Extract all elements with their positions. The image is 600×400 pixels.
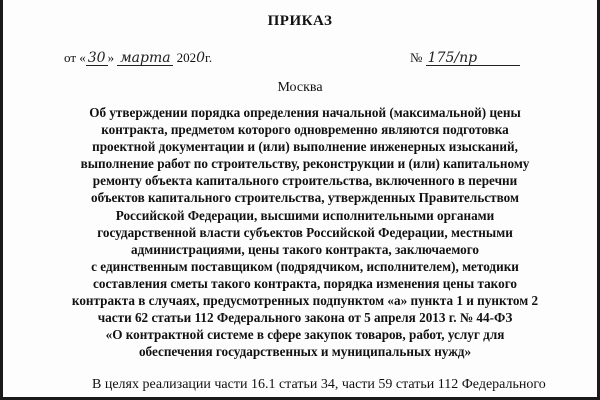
order-heading <box>60 104 550 360</box>
date-prefix: от « <box>64 50 86 65</box>
heading-line: с единственным поставщиком (подрядчиком, исполнителем), методики <box>91 258 519 274</box>
date-mid: » <box>107 50 115 65</box>
city: Москва <box>277 80 323 95</box>
order-number <box>410 50 520 66</box>
date-year: 202 <box>176 50 197 65</box>
heading-line: Об утверждении порядка определения начальной (максимальной) цены <box>89 105 521 120</box>
number-prefix: № <box>410 50 423 65</box>
heading-line: контракта, предметом которого одновременно являются подготовка <box>101 122 509 138</box>
scan-edge-left <box>0 0 3 400</box>
heading-line: проектной документации и (или) выполнение инженерных изысканий, <box>92 139 518 155</box>
document-title: ПРИКАЗ <box>267 13 333 29</box>
heading-line: выполнение работ по строительству, реконструкции и (или) капитальному <box>80 156 530 172</box>
heading-line: обеспечения государственных и муниципальных нужд» <box>138 344 472 360</box>
heading-line: объектов капитального строительства, утвержденных Правительством <box>91 190 519 206</box>
number-value-handwritten: 175/пр <box>426 51 520 66</box>
heading-line: администрациями, цены такого контракта, заключаемого <box>130 241 480 257</box>
date-month-handwritten: марта <box>117 51 173 66</box>
heading-line: части 62 статьи 112 Федерального закона от 5 апреля 2013 г. № 44-ФЗ <box>97 310 513 326</box>
date-day-handwritten: 30 <box>87 50 106 66</box>
body-paragraph-first-line: В целях реализации части 16.1 статьи 34, части 59 статьи 112 Федерального <box>92 377 546 392</box>
heading-line: «О контрактной системе в сфере закупок товаров, работ, услуг для <box>105 327 505 343</box>
heading-line: контракта в случаях, предусмотренных подпунктом «а» пункта 1 и пунктом 2 <box>71 293 539 309</box>
heading-line: государственной власти субъектов Российской Федерации, местными <box>97 224 513 240</box>
date-suffix: г. <box>205 50 213 65</box>
date-year-handwritten: 0 <box>196 50 206 66</box>
order-date <box>64 50 212 66</box>
heading-line: Российской Федерации, высшими исполнительными органами <box>115 207 495 223</box>
heading-line: составления сметы такого контракта, порядка изменения цены такого <box>93 275 517 291</box>
heading-line: ремонту объекта капитального строительства, включенного в перечни <box>92 173 518 189</box>
